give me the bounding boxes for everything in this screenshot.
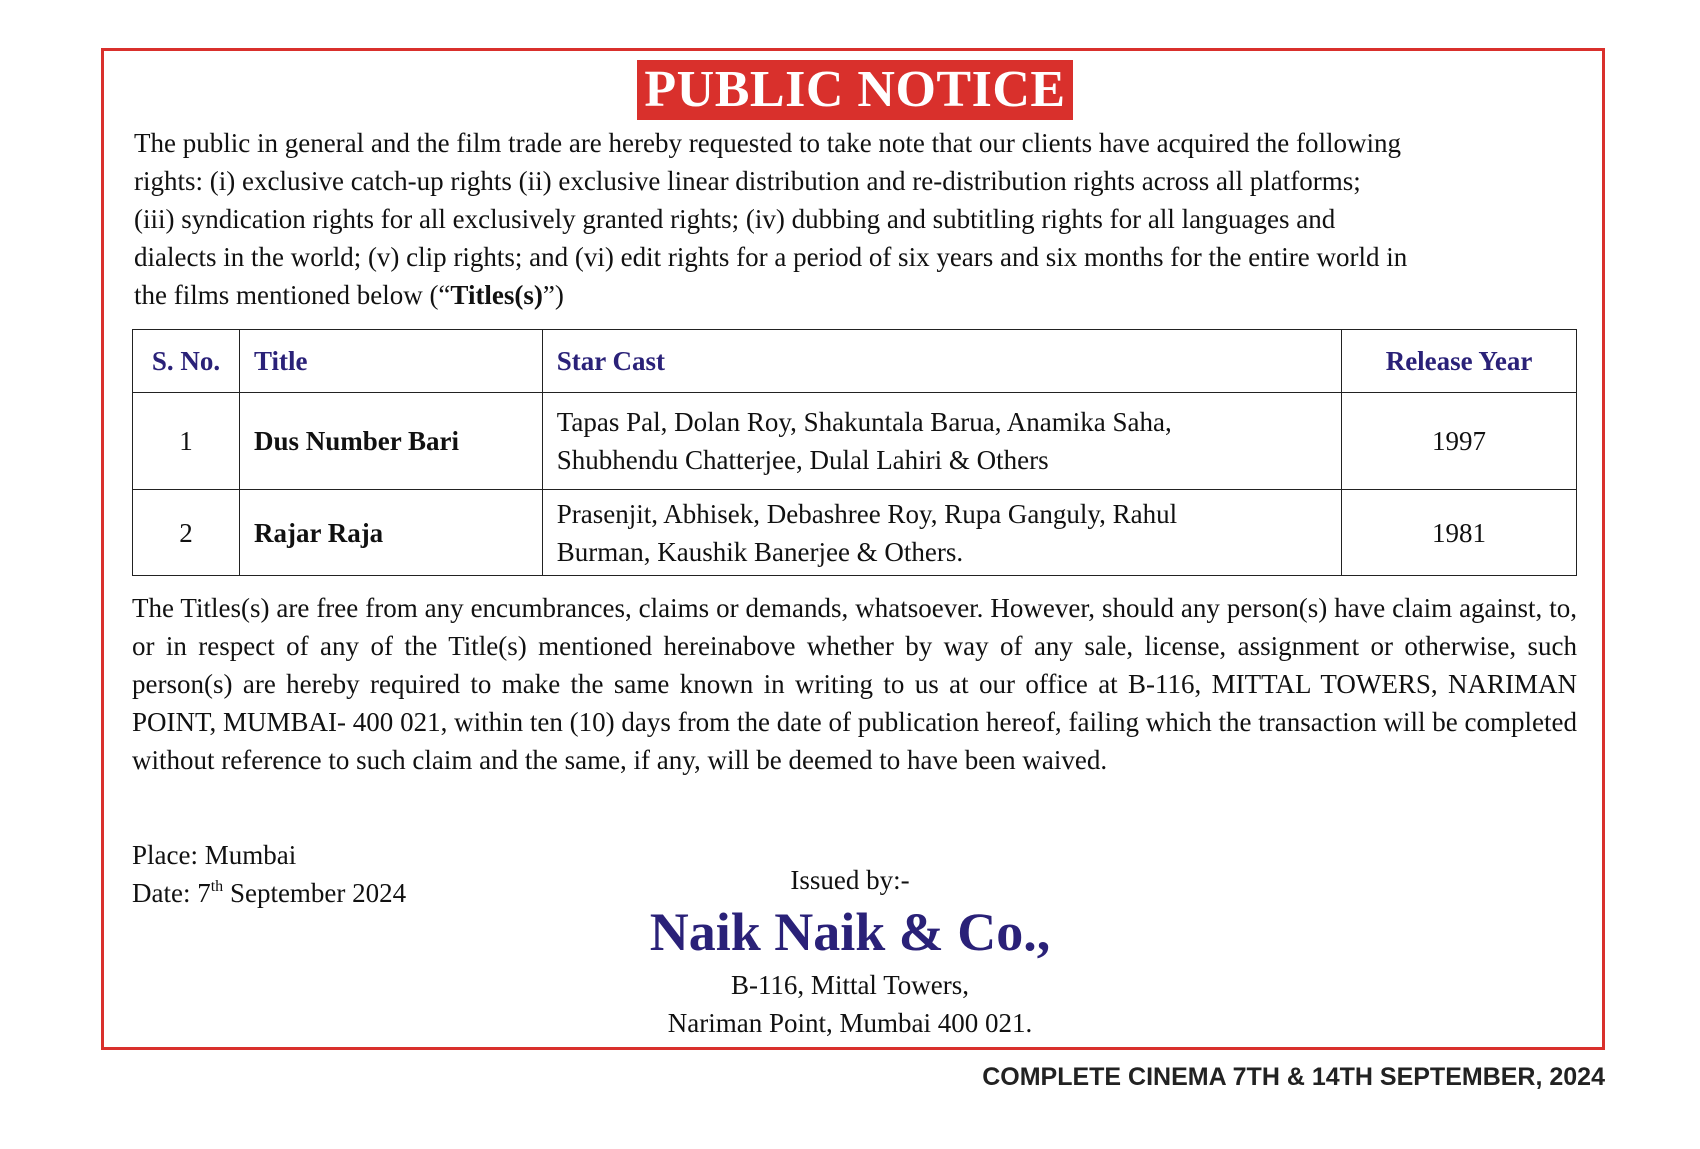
cast-line: Shubhendu Chatterjee, Dulal Lahiri & Others [556,445,1049,475]
firm-address-line2: Nariman Point, Mumbai 400 021. [667,1008,1033,1038]
notice-heading: PUBLIC NOTICE [637,60,1073,120]
header-sno: S. No. [133,330,240,393]
header-title: Title [239,330,542,393]
place-text: Place: Mumbai [132,840,297,870]
intro-line-last [134,276,1576,314]
issued-by-label: Issued by:- [790,865,910,895]
cell-sno: 1 [133,393,240,490]
intro-line: The public in general and the film trade are hereby requested to take note that our clients have acquired the following [134,128,1402,158]
titles-term: Titles(s) [450,280,543,310]
intro-last-suffix: ”) [542,280,564,310]
cell-title: Dus Number Bari [239,393,542,490]
firm-name: Naik Naik & Co., [649,902,1051,962]
cast-line: Prasenjit, Abhisek, Debashree Roy, Rupa Ganguly, Rahul [556,498,1178,529]
table-row [133,490,1577,576]
intro-line: dialects in the world; (v) clip rights; and (vi) edit rights for a period of six years and six months for the entire world in [134,242,1408,272]
cell-release-year: 1997 [1342,393,1577,490]
header-release-year: Release Year [1342,330,1577,393]
date-ordinal: th [210,878,224,895]
intro-line: (iii) syndication rights for all exclusively granted rights; (iv) dubbing and subtitling rights for all languages and [134,204,1336,234]
cell-star-cast [542,393,1341,490]
intro-paragraph [134,124,1576,314]
cell-title: Rajar Raja [239,490,542,576]
intro-last-prefix: the films mentioned below (“ [134,280,451,310]
publication-footer: COMPLETE CINEMA 7TH & 14TH SEPTEMBER, 2024 [982,1063,1605,1091]
intro-line: rights: (i) exclusive catch-up rights (ii) exclusive linear distribution and re-distribution rights across all platforms; [134,166,1361,196]
claims-paragraph: The Titles(s) are free from any encumbrances, claims or demands, whatsoever. However, should any person(s) have claim against, to, or in respect of any of the Title(s) mentioned hereinabove whether by way of any sale, license, assignment or otherwise, such person(s) are hereby required to make the same known in writing to us at our office at B-116, MITTAL TOWERS, NARIMAN POINT, MUMBAI- 400 021, within ten (10) days from the date of publication hereof, failing which the transaction will be completed without reference to such claim and the same, if any, will be deemed to have been waived. [132,593,1577,775]
cell-star-cast [542,490,1341,576]
header-star-cast: Star Cast [542,330,1341,393]
cell-release-year: 1981 [1342,490,1577,576]
titles-table [132,329,1577,576]
cast-line: Tapas Pal, Dolan Roy, Shakuntala Barua, Anamika Saha, [556,407,1172,437]
table-header-row [133,330,1577,393]
cast-line: Burman, Kaushik Banerjee & Others. [556,536,964,567]
table-row [133,393,1577,490]
firm-address-line1: B-116, Mittal Towers, [730,970,970,1000]
cell-sno: 2 [133,490,240,576]
date-suffix: September 2024 [223,878,407,908]
date-prefix: Date: 7 [132,878,211,908]
